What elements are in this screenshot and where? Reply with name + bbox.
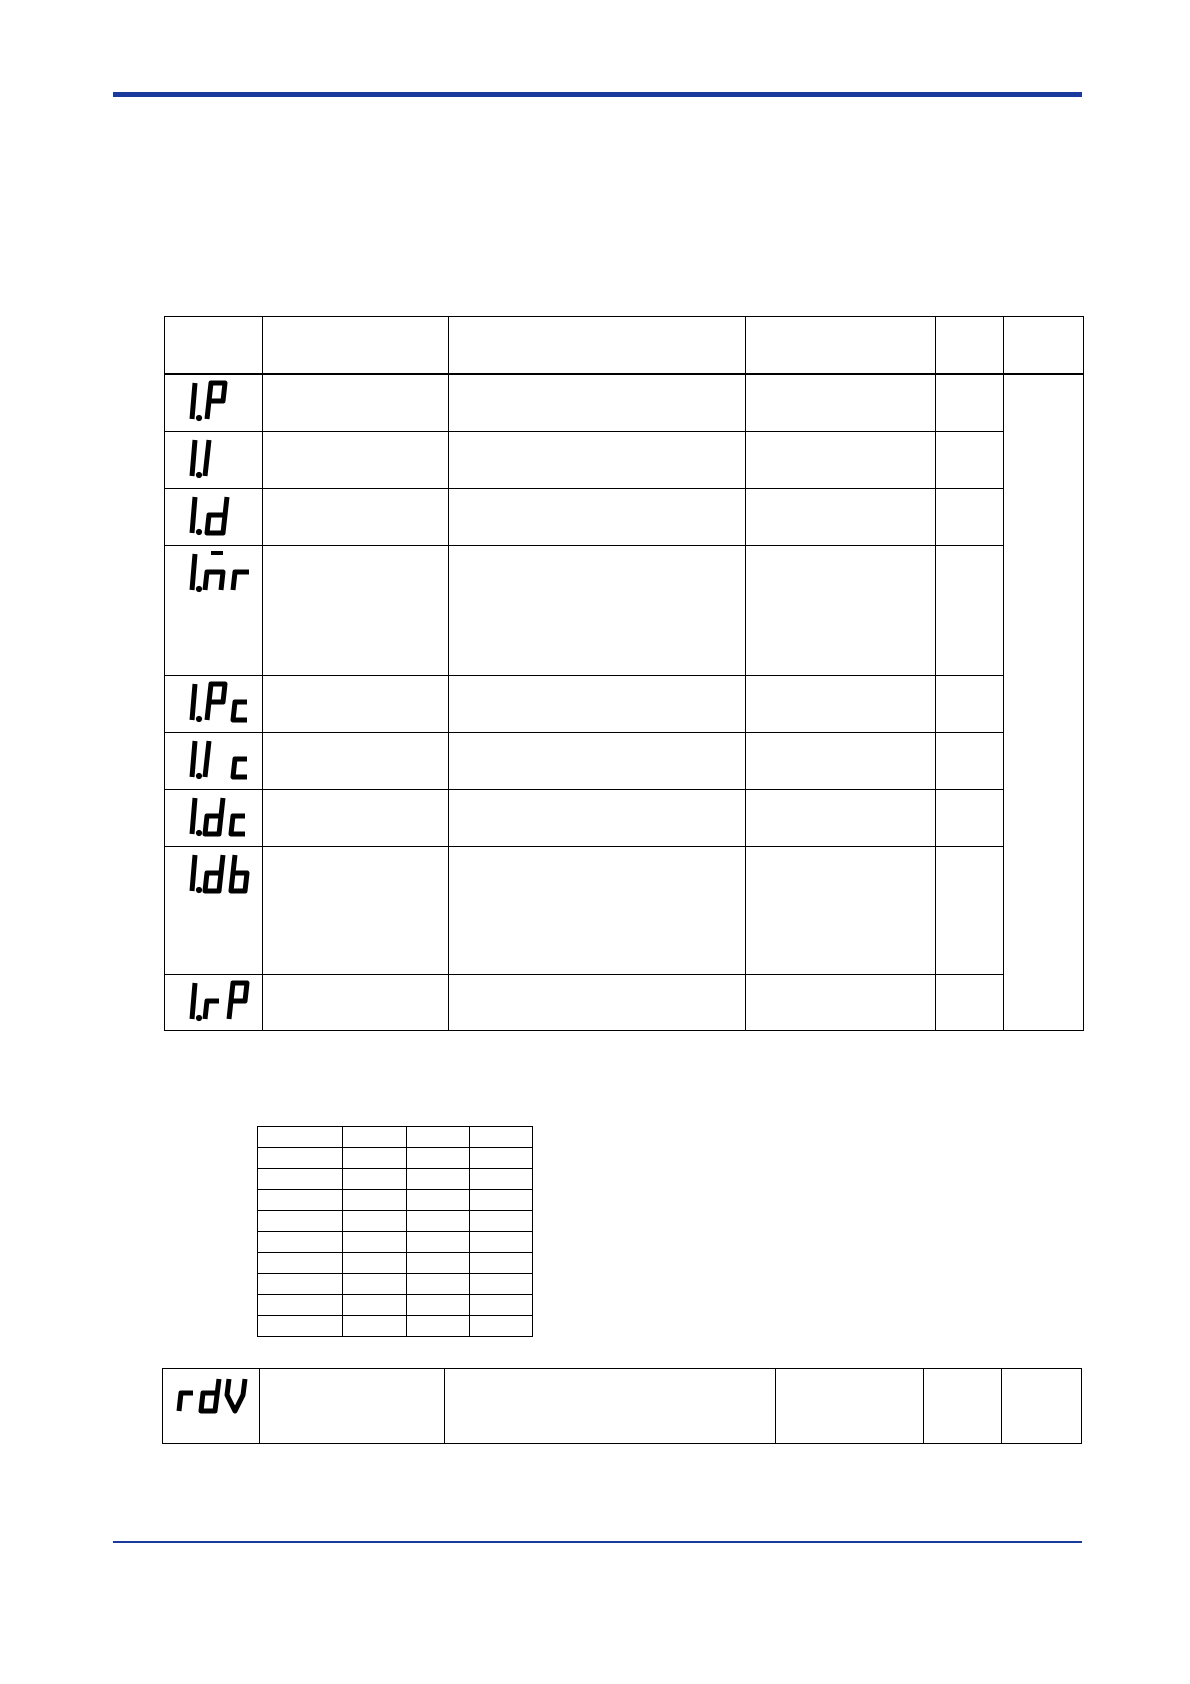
- table-row: [165, 432, 1084, 489]
- table-cell: [258, 1190, 343, 1211]
- user-cell: [936, 374, 1004, 432]
- ref-cell: [1004, 374, 1084, 1031]
- name-cell: [263, 847, 449, 975]
- table-row: [258, 1169, 533, 1190]
- 1.dc-icon: [189, 794, 261, 838]
- table-cell: [406, 1190, 469, 1211]
- user-cell: [936, 546, 1004, 676]
- user-cell: [936, 676, 1004, 733]
- header-cell-default: [746, 317, 936, 375]
- table-cell: [469, 1316, 532, 1337]
- table-cell: [406, 1253, 469, 1274]
- symbol-cell: [165, 489, 263, 546]
- table-cell: [469, 1148, 532, 1169]
- table-cell: [258, 1211, 343, 1232]
- table-row: [258, 1232, 533, 1253]
- header-cell-name: [263, 317, 449, 375]
- selection-table: [257, 1126, 533, 1337]
- user-cell: [936, 733, 1004, 790]
- table-row: [258, 1316, 533, 1337]
- table-cell: [343, 1127, 406, 1148]
- name-cell: [263, 676, 449, 733]
- table-row: [165, 546, 1084, 676]
- table-cell: [258, 1148, 343, 1169]
- default-cell: [746, 432, 936, 489]
- table-cell: [406, 1274, 469, 1295]
- table-cell: [343, 1211, 406, 1232]
- default-cell: [746, 975, 936, 1031]
- table-row: [165, 676, 1084, 733]
- header-cell-range: [449, 317, 746, 375]
- user-cell: [936, 847, 1004, 975]
- name-cell: [263, 432, 449, 489]
- table-cell: [469, 1295, 532, 1316]
- symbol-cell: [163, 1369, 260, 1444]
- table-cell: [258, 1274, 343, 1295]
- table-cell: [469, 1127, 532, 1148]
- table-cell: [469, 1211, 532, 1232]
- parameter-table: [164, 316, 1084, 1031]
- default-cell: [746, 374, 936, 432]
- table-cell: [406, 1148, 469, 1169]
- default-cell: [746, 790, 936, 847]
- symbol-cell: [165, 374, 263, 432]
- 1.Ic-icon: [189, 737, 261, 781]
- table-cell: [258, 1253, 343, 1274]
- range-cell: [449, 676, 746, 733]
- symbol-cell: [165, 546, 263, 676]
- table-row: [258, 1295, 533, 1316]
- symbol-cell: [165, 432, 263, 489]
- table-cell: [469, 1274, 532, 1295]
- table-cell: [406, 1232, 469, 1253]
- header-cell-ref: [1004, 317, 1084, 375]
- table-cell: [406, 1316, 469, 1337]
- table-row: [163, 1369, 1082, 1444]
- symbol-cell: [165, 676, 263, 733]
- ref-cell: [1002, 1369, 1082, 1444]
- name-cell: [260, 1369, 445, 1444]
- range-cell: [449, 733, 746, 790]
- 1.db-icon: [189, 851, 261, 895]
- 1.Mr-icon: [189, 550, 261, 594]
- table-cell: [406, 1211, 469, 1232]
- name-cell: [263, 374, 449, 432]
- table-cell: [469, 1169, 532, 1190]
- default-cell: [746, 546, 936, 676]
- default-cell: [746, 733, 936, 790]
- user-cell: [924, 1369, 1002, 1444]
- table-cell: [258, 1127, 343, 1148]
- default-cell: [746, 847, 936, 975]
- table-cell: [406, 1295, 469, 1316]
- range-cell: [449, 546, 746, 676]
- header-cell-user: [936, 317, 1004, 375]
- user-cell: [936, 790, 1004, 847]
- name-cell: [263, 489, 449, 546]
- table-row: [165, 733, 1084, 790]
- table-row: [165, 847, 1084, 975]
- table-cell: [343, 1148, 406, 1169]
- table-row: [258, 1127, 533, 1148]
- range-cell: [449, 489, 746, 546]
- table-header-row: [165, 317, 1084, 375]
- 1.rP-icon: [189, 979, 261, 1023]
- table-cell: [343, 1274, 406, 1295]
- footer-rule: [113, 1541, 1082, 1543]
- table-cell: [343, 1316, 406, 1337]
- table-cell: [258, 1169, 343, 1190]
- range-cell: [449, 847, 746, 975]
- default-cell: [746, 489, 936, 546]
- user-cell: [936, 489, 1004, 546]
- table-cell: [469, 1232, 532, 1253]
- 1.d-icon: [189, 493, 249, 537]
- header-rule: [113, 92, 1082, 97]
- 1.I-icon: [189, 436, 249, 480]
- table-cell: [406, 1169, 469, 1190]
- range-cell: [449, 374, 746, 432]
- symbol-cell: [165, 975, 263, 1031]
- 1.Pc-icon: [189, 680, 261, 724]
- table-cell: [343, 1253, 406, 1274]
- range-cell: [449, 790, 746, 847]
- table-row: [258, 1190, 533, 1211]
- table-row: [258, 1274, 533, 1295]
- table-cell: [258, 1232, 343, 1253]
- user-cell: [936, 432, 1004, 489]
- table-cell: [258, 1295, 343, 1316]
- table-cell: [469, 1253, 532, 1274]
- table-row: [165, 489, 1084, 546]
- header-cell-symbol: [165, 317, 263, 375]
- symbol-cell: [165, 733, 263, 790]
- range-cell: [445, 1369, 776, 1444]
- default-cell: [776, 1369, 924, 1444]
- table-cell: [469, 1190, 532, 1211]
- table-cell: [406, 1127, 469, 1148]
- 1.P-icon: [189, 379, 249, 423]
- table-cell: [343, 1295, 406, 1316]
- symbol-cell: [165, 847, 263, 975]
- table-row: [165, 374, 1084, 432]
- range-cell: [449, 432, 746, 489]
- table-row: [165, 790, 1084, 847]
- table-row: [165, 975, 1084, 1031]
- table-cell: [343, 1190, 406, 1211]
- table-row: [258, 1211, 533, 1232]
- rdV-icon: [175, 1377, 255, 1417]
- table-cell: [343, 1169, 406, 1190]
- name-cell: [263, 975, 449, 1031]
- name-cell: [263, 546, 449, 676]
- rdv-parameter-table: [162, 1368, 1082, 1444]
- table-row: [258, 1253, 533, 1274]
- table-cell: [343, 1232, 406, 1253]
- name-cell: [263, 790, 449, 847]
- table-cell: [258, 1316, 343, 1337]
- name-cell: [263, 733, 449, 790]
- user-cell: [936, 975, 1004, 1031]
- default-cell: [746, 676, 936, 733]
- table-row: [258, 1148, 533, 1169]
- range-cell: [449, 975, 746, 1031]
- symbol-cell: [165, 790, 263, 847]
